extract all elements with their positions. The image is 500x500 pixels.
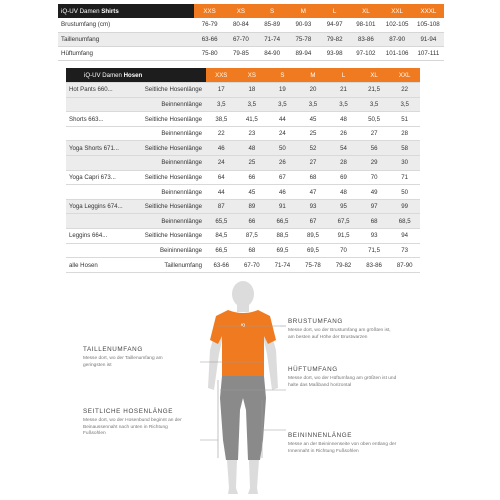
table-cell: 97-102 (350, 46, 381, 60)
table-cell: 17 (206, 83, 237, 98)
product-name (66, 156, 134, 171)
table-cell: 25 (237, 156, 268, 171)
table-cell: 94 (389, 229, 420, 244)
row-label: Hüftumfang (58, 46, 194, 60)
table-cell: 3,5 (298, 97, 329, 112)
shirts-header-row (58, 4, 444, 18)
table-cell: 89 (237, 199, 268, 214)
table-cell: 66,5 (206, 243, 237, 258)
table-cell: 94-97 (319, 18, 350, 32)
table-cell: 24 (206, 156, 237, 171)
table-cell: 70 (359, 170, 390, 185)
bein-description: Messe an der Beininnenseite von oben entlang der Innennaht in Richtung Fußsohlen (288, 442, 397, 454)
table-cell: 50 (267, 141, 298, 156)
table-row (66, 126, 420, 141)
table-cell: 75-80 (194, 46, 225, 60)
product-name: Hot Pants 660... (66, 83, 134, 98)
measurement-diagram (0, 280, 500, 500)
table-cell: 93 (359, 229, 390, 244)
measure-label: Beinnennlänge (134, 126, 206, 141)
table-cell: 48 (328, 185, 359, 200)
product-name: Shorts 663... (66, 112, 134, 127)
product-name: alle Hosen (66, 258, 134, 273)
taille-description: Messe dort, wo der Taillenumfang am geringsten ist (83, 356, 163, 368)
hosen-title (66, 68, 206, 83)
table-cell: 99 (389, 199, 420, 214)
shirts-table-body (58, 4, 444, 60)
table-cell: 66 (237, 170, 268, 185)
table-cell: 76-79 (194, 18, 225, 32)
table-row (66, 199, 420, 214)
table-cell: 51 (389, 112, 420, 127)
table-cell: 45 (237, 185, 268, 200)
table-cell: 69 (328, 170, 359, 185)
huefte-label: HÜFTUMFANG (288, 366, 338, 373)
table-cell: 29 (359, 156, 390, 171)
table-cell: 26 (267, 156, 298, 171)
table-row (58, 32, 444, 46)
table-cell: 98-101 (350, 18, 381, 32)
table-cell: 107-111 (413, 46, 444, 60)
huefte-description: Messe dort, wo der Hüftumfang am größten ist und halte das Maßband horizontal (288, 376, 397, 388)
table-cell: 21,5 (359, 83, 390, 98)
size-header: S (267, 68, 298, 83)
table-cell: 70 (328, 243, 359, 258)
table-cell: 25 (298, 126, 329, 141)
table-row (66, 170, 420, 185)
table-cell: 45 (298, 112, 329, 127)
figure-neck (237, 304, 249, 312)
table-cell: 49 (359, 185, 390, 200)
table-cell: 84,5 (206, 229, 237, 244)
table-cell: 87-90 (382, 32, 413, 46)
measure-label: Beininnenlänge (134, 243, 206, 258)
table-cell: 71-74 (267, 258, 298, 273)
table-cell: 50,5 (359, 112, 390, 127)
product-name (66, 243, 134, 258)
table-cell: 69,5 (267, 243, 298, 258)
table-cell: 47 (298, 185, 329, 200)
table-cell: 68,5 (389, 214, 420, 229)
table-cell: 66,5 (267, 214, 298, 229)
figure-left-lower-leg (227, 460, 238, 494)
table-cell: 3,5 (389, 97, 420, 112)
table-cell: 68 (359, 214, 390, 229)
table-cell: 101-106 (382, 46, 413, 60)
table-row (66, 112, 420, 127)
table-cell: 65,5 (206, 214, 237, 229)
table-cell: 24 (267, 126, 298, 141)
measure-label: Seitliche Hosenlänge (134, 83, 206, 98)
table-cell: 28 (389, 126, 420, 141)
seitlich-description: Messe dort, wo der Hosenbund beginnt an der Beinaussennaht nach unten in Richtung Fußsohlen (83, 418, 182, 437)
table-cell: 85-89 (257, 18, 288, 32)
table-row (58, 18, 444, 32)
table-cell: 89,5 (298, 229, 329, 244)
product-name (66, 126, 134, 141)
table-cell: 64 (206, 170, 237, 185)
size-header: XS (225, 4, 256, 18)
brust-description: Messe dort, wo der Brustumfang am größten ist, am besten auf Höhe der Brustwarzen (288, 328, 391, 340)
table-cell: 28 (328, 156, 359, 171)
shirts-size-table (58, 4, 444, 61)
shirt-logo: iQ (240, 322, 246, 327)
table-cell: 19 (267, 83, 298, 98)
table-cell: 80-84 (225, 18, 256, 32)
row-label: Brustumfang (cm) (58, 18, 194, 32)
table-cell: 67 (298, 214, 329, 229)
table-cell: 46 (206, 141, 237, 156)
measure-label: Taillenumfang (134, 258, 206, 273)
size-header: XXS (206, 68, 237, 83)
table-cell: 90-93 (288, 18, 319, 32)
table-cell: 67,5 (328, 214, 359, 229)
table-cell: 22 (389, 83, 420, 98)
brust-label: BRUSTUMFANG (288, 318, 343, 325)
table-cell: 84-90 (257, 46, 288, 60)
table-cell: 89-94 (288, 46, 319, 60)
row-label: Taillenumfang (58, 32, 194, 46)
table-cell: 95 (328, 199, 359, 214)
table-cell: 48 (328, 112, 359, 127)
table-row (66, 229, 420, 244)
measure-label: Beinnennlänge (134, 214, 206, 229)
figure-head (232, 281, 254, 307)
table-cell: 79-82 (328, 258, 359, 273)
figure-right-lower-leg (248, 460, 259, 494)
table-cell: 79-85 (225, 46, 256, 60)
table-row (66, 83, 420, 98)
table-cell: 93 (298, 199, 329, 214)
measure-label: Beinnennlänge (134, 97, 206, 112)
size-header: XL (359, 68, 390, 83)
bein-label: BEININNENLÄNGE (288, 432, 353, 439)
product-name: Leggins 664... (66, 229, 134, 244)
table-cell: 105-108 (413, 18, 444, 32)
size-header: XXL (389, 68, 420, 83)
table-cell: 50 (389, 185, 420, 200)
table-cell: 71,5 (359, 243, 390, 258)
table-cell: 91,5 (328, 229, 359, 244)
table-cell: 71 (389, 170, 420, 185)
size-header: XXL (382, 4, 413, 18)
measure-label: Seitliche Hosenlänge (134, 229, 206, 244)
table-cell: 68 (237, 243, 268, 258)
table-cell: 52 (298, 141, 329, 156)
table-cell: 3,5 (328, 97, 359, 112)
size-header: L (319, 4, 350, 18)
product-name (66, 185, 134, 200)
table-row (66, 243, 420, 258)
table-cell: 63-66 (194, 32, 225, 46)
table-cell: 83-86 (350, 32, 381, 46)
table-cell: 68 (298, 170, 329, 185)
table-cell: 27 (359, 126, 390, 141)
table-row (66, 156, 420, 171)
hosen-size-table (66, 68, 420, 273)
size-header: L (328, 68, 359, 83)
table-cell: 63-66 (206, 258, 237, 273)
table-row (66, 214, 420, 229)
table-cell: 44 (267, 112, 298, 127)
table-cell: 91 (267, 199, 298, 214)
table-cell: 87,5 (237, 229, 268, 244)
table-row (66, 97, 420, 112)
measure-label: Seitliche Hosenlänge (134, 112, 206, 127)
table-cell: 3,5 (206, 97, 237, 112)
table-cell: 20 (298, 83, 329, 98)
measure-label: Beinnennlänge (134, 156, 206, 171)
table-cell: 56 (359, 141, 390, 156)
shirts-title-bold: Shirts (101, 7, 119, 15)
table-cell: 58 (389, 141, 420, 156)
table-cell: 69,5 (298, 243, 329, 258)
table-cell: 48 (237, 141, 268, 156)
body-figure (0, 280, 500, 500)
table-cell: 46 (267, 185, 298, 200)
table-cell: 75-78 (288, 32, 319, 46)
table-cell: 18 (237, 83, 268, 98)
product-name: Yoga Shorts 671... (66, 141, 134, 156)
taille-label: TAILLENUMFANG (83, 346, 143, 353)
table-cell: 79-82 (319, 32, 350, 46)
size-header: S (257, 4, 288, 18)
table-cell: 41,5 (237, 112, 268, 127)
table-row (66, 258, 420, 273)
table-cell: 38,5 (206, 112, 237, 127)
table-cell: 27 (298, 156, 329, 171)
hosen-table-body (66, 68, 420, 272)
table-cell: 71-74 (257, 32, 288, 46)
table-cell: 66 (237, 214, 268, 229)
product-name: Yoga Capri 673... (66, 170, 134, 185)
table-cell: 23 (237, 126, 268, 141)
table-cell: 97 (359, 199, 390, 214)
figure-pants (220, 376, 266, 460)
table-cell: 67-70 (237, 258, 268, 273)
measure-label: Seitliche Hosenlänge (134, 141, 206, 156)
measure-label: Beinnennlänge (134, 185, 206, 200)
table-cell: 67-70 (225, 32, 256, 46)
table-cell: 73 (389, 243, 420, 258)
size-header: XXXL (413, 4, 444, 18)
size-header: XXS (194, 4, 225, 18)
table-cell: 87-90 (389, 258, 420, 273)
measure-label: Seitliche Hosenlänge (134, 170, 206, 185)
table-row (66, 185, 420, 200)
size-header: M (298, 68, 329, 83)
product-name (66, 97, 134, 112)
product-name: Yoga Leggins 674... (66, 199, 134, 214)
table-cell: 75-78 (298, 258, 329, 273)
size-header: XL (350, 4, 381, 18)
table-cell: 91-94 (413, 32, 444, 46)
table-cell: 44 (206, 185, 237, 200)
table-cell: 3,5 (237, 97, 268, 112)
hosen-title-prefix: iQ-UV Damen (84, 71, 124, 79)
table-cell: 102-105 (382, 18, 413, 32)
size-header: M (288, 4, 319, 18)
size-header: XS (237, 68, 268, 83)
table-cell: 3,5 (267, 97, 298, 112)
table-cell: 67 (267, 170, 298, 185)
table-cell: 83-86 (359, 258, 390, 273)
product-name (66, 214, 134, 229)
table-cell: 93-98 (319, 46, 350, 60)
hosen-title-bold: Hosen (123, 71, 143, 79)
table-cell: 21 (328, 83, 359, 98)
table-row (66, 141, 420, 156)
table-cell: 88,5 (267, 229, 298, 244)
table-cell: 30 (389, 156, 420, 171)
table-row (58, 46, 444, 60)
hosen-header-row (66, 68, 420, 83)
seitlich-label: SEITLICHE HOSENLÄNGE (83, 408, 174, 415)
shirts-title (58, 4, 194, 18)
shirts-title-prefix: iQ-UV Damen (61, 7, 102, 15)
table-cell: 22 (206, 126, 237, 141)
table-cell: 54 (328, 141, 359, 156)
table-cell: 87 (206, 199, 237, 214)
table-cell: 26 (328, 126, 359, 141)
measure-label: Seitliche Hosenlänge (134, 199, 206, 214)
table-cell: 3,5 (359, 97, 390, 112)
